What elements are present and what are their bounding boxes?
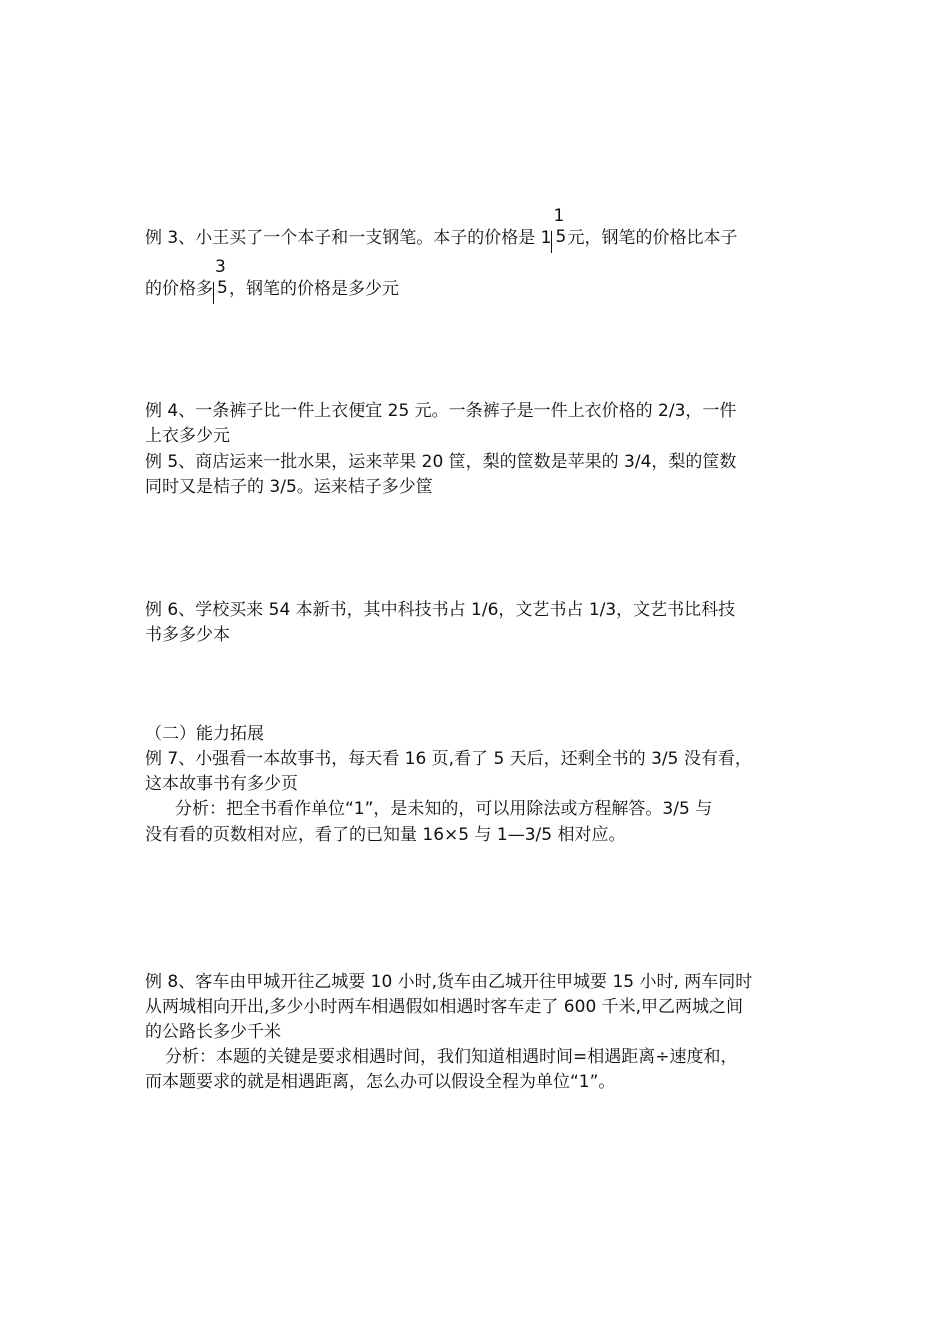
ex3-line2 — [145, 257, 399, 301]
ex3-text-c: 的价格多 — [145, 279, 213, 299]
ex3-text-d: ，钢笔的价格是多少元 — [229, 279, 399, 299]
ex7-analysis-line1: 分析：把全书看作单位“1”，是未知的，可以用除法或方程解答。3/5 与 — [175, 799, 713, 819]
fraction-one-fifth: 1 5 — [551, 226, 567, 250]
ex6-line1: 例 6、学校买来 54 本新书，其中科技书占 1/6，文艺书占 1/3，文艺书比科技 — [145, 600, 736, 620]
ex8-line3: 的公路长多少千米 — [145, 1022, 281, 1042]
ex5-line1: 例 5、商店运来一批水果，运来苹果 20 筐，梨的筐数是苹果的 3/4，梨的筐数 — [145, 452, 737, 472]
ex7-line2: 这本故事书有多少页 — [145, 774, 298, 794]
ex8-line1: 例 8、客车由甲城开往乙城要 10 小时,货车由乙城开往甲城要 15 小时, 两车同时 — [145, 972, 753, 992]
ex7-analysis-line2: 没有看的页数相对应，看了的已知量 16×5 与 1—3/5 相对应。 — [145, 825, 626, 845]
ex4-line2: 上衣多少元 — [145, 426, 230, 446]
ex8-analysis-line2: 而本题要求的就是相遇距离，怎么办可以假设全程为单位“1”。 — [145, 1072, 616, 1092]
ex3-text-a: 例 3、小王买了一个本子和一支钢笔。本子的价格是 1 — [145, 228, 552, 248]
ex3-text-b: 元，钢笔的价格比本子 — [567, 228, 738, 248]
ex8-line2: 从两城相向开出,多少小时两车相遇假如相遇时客车走了 600 千米,甲乙两城之间 — [145, 997, 744, 1017]
section-title: （二）能力拓展 — [145, 724, 264, 744]
ex5-line2: 同时又是桔子的 3/5。运来桔子多少筐 — [145, 477, 433, 497]
ex4-line1: 例 4、一条裤子比一件上衣便宜 25 元。一条裤子是一件上衣价格的 2/3，一件 — [145, 401, 737, 421]
ex3-line1 — [145, 206, 738, 250]
ex8-analysis-line1: 分析：本题的关键是要求相遇时间，我们知道相遇时间=相遇距离÷速度和， — [165, 1047, 738, 1067]
ex6-line2: 书多多少本 — [145, 625, 230, 645]
ex7-line1: 例 7、小强看一本故事书，每天看 16 页,看了 5 天后，还剩全书的 3/5 没有看， — [145, 749, 752, 769]
fraction-three-fifths: 3 5 — [213, 277, 229, 301]
